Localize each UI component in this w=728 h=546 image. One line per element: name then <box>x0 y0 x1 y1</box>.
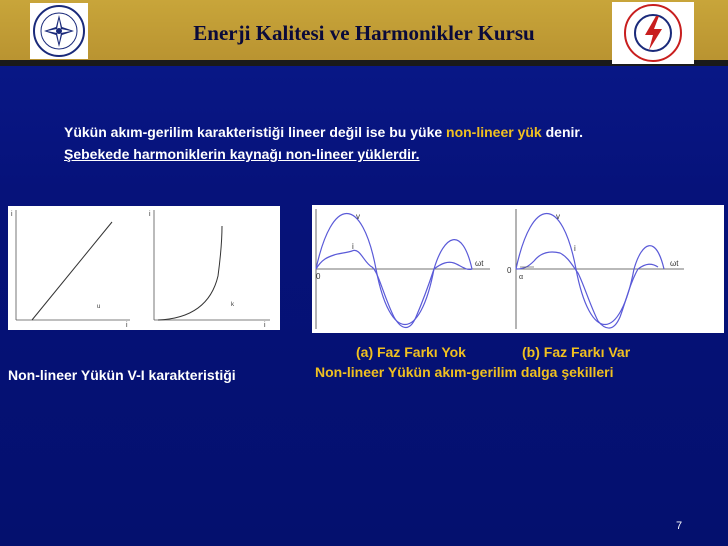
right-plot-ylabel: i <box>149 211 151 218</box>
right-plot-xlabel: i <box>264 322 266 329</box>
current-wave-a <box>316 250 472 327</box>
label-v-a: v <box>356 212 360 221</box>
label-i-a: i <box>352 242 354 251</box>
label-wt-a: ωt <box>475 259 484 268</box>
left-plot-ylabel: i <box>11 211 13 218</box>
waveform-chart <box>312 205 724 333</box>
waveform-caption: Non-lineer Yükün akım-gerilim dalga şekilleri <box>315 364 614 380</box>
current-wave-b <box>516 252 658 328</box>
vi-characteristic-caption: Non-lineer Yükün V-I karakteristiği <box>8 367 236 383</box>
header-band <box>0 0 728 66</box>
right-plot-label: k <box>231 302 234 308</box>
page-number: 7 <box>676 520 683 532</box>
label-wt-b: ωt <box>670 259 679 268</box>
vi-characteristic-chart <box>8 206 280 330</box>
left-plot-xlabel: i <box>126 322 128 329</box>
label-i-b: i <box>574 244 576 253</box>
definition-text: Yükün akım-gerilim karakteristiği lineer değil ise bu yüke non-lineer yük denir. <box>64 124 583 140</box>
waveform-caption-a: (a) Faz Farkı Yok <box>356 344 466 360</box>
company-logo <box>612 2 694 64</box>
label-alpha-b: α <box>519 274 524 281</box>
label-zero-a: 0 <box>316 272 321 281</box>
label-zero-b: 0 <box>507 266 512 275</box>
waveform-caption-b: (b) Faz Farkı Var <box>522 344 631 360</box>
left-plot-label: u <box>97 304 101 310</box>
non-linear-load-term: non-lineer yük <box>446 124 542 140</box>
page-title: Enerji Kalitesi ve Harmonikler Kursu <box>193 21 535 45</box>
label-v-b: v <box>556 212 560 221</box>
harmonics-source-text: Şebekede harmoniklerin kaynağı non-lineer yüklerdir. <box>64 146 420 162</box>
